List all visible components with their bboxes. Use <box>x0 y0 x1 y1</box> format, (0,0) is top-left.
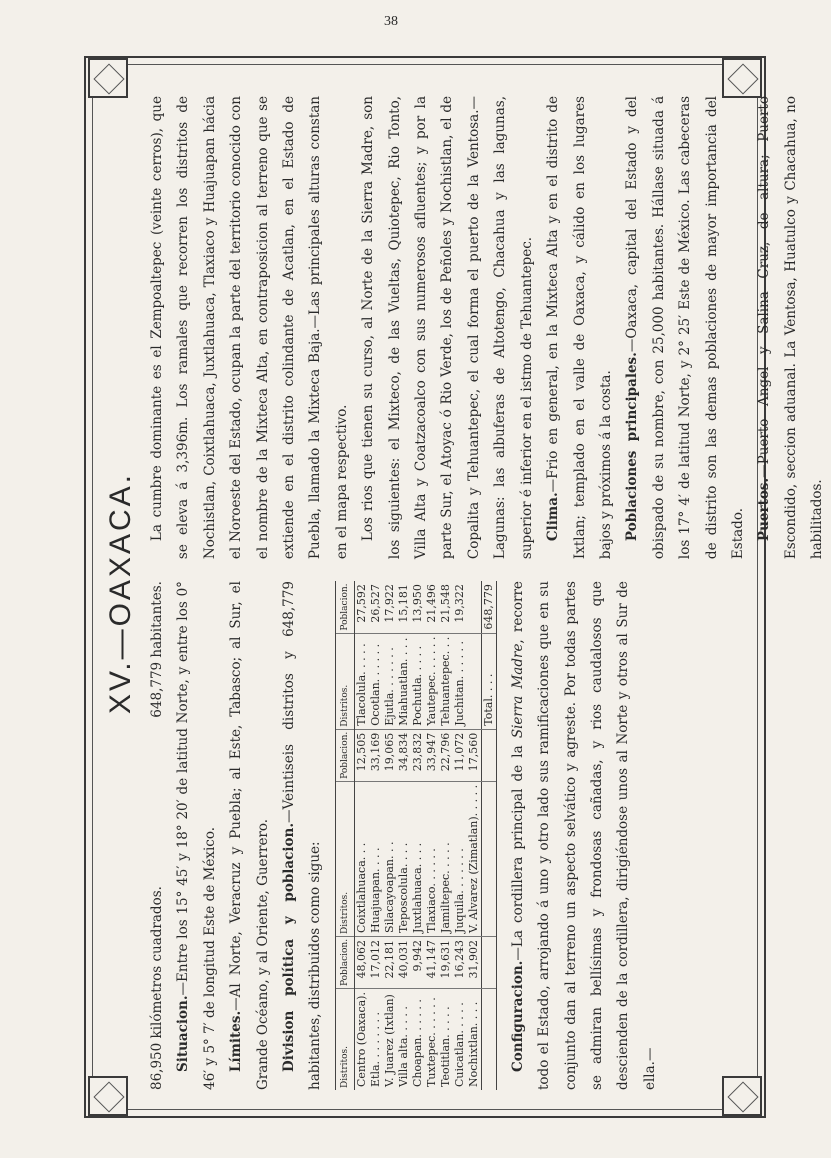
district-cell: Huajuapan. . . . <box>369 781 383 936</box>
district-cell: Juxtlahuaca. . . . <box>411 781 425 936</box>
area-line <box>144 581 170 1090</box>
district-cell: Ejutla. . . . . . . <box>383 633 397 729</box>
population-cell: 23,832 <box>411 729 425 781</box>
population-cell: 17,922 <box>383 581 397 633</box>
population-cell: 17,560 <box>467 729 482 781</box>
table-row <box>397 581 411 1090</box>
page-number: 38 <box>384 14 398 29</box>
situacion-paragraph: Situacion.—Entre los 15° 45′ y 18° 20′ de latitud Norte, y entre los 0° 46′ y 5° 7′ de longitud Este de México. <box>175 581 218 1090</box>
population-cell: 12,505 <box>354 729 369 781</box>
table-row <box>439 581 453 1090</box>
table-row <box>453 581 467 1090</box>
left-column <box>144 581 831 1090</box>
population-cell: 21,548 <box>439 581 453 633</box>
table-header: Poblacion. <box>335 729 354 781</box>
population-cell: 19,322 <box>453 581 467 633</box>
rios-paragraph: Los rios que tienen su curso, al Norte de la Sierra Madre, son los siguientes: el Mixteco, de las Vueltas, Quiotepec, Rio Tonto, Villa Alta y Coatzacoalco con sus numerosos afluentes; y por la parte Sur, el Atoyac ó Rio Verde, los de Peñoles y Nochistlan, el de Copalita y Tehuantepec, el cual forma el puerto de la Ventosa.—Lagunas: las albuferas de Altotengo, Chacahua y las lagunas, superior é inferior en el istmo de Tehuantepec. <box>360 96 535 560</box>
district-cell: Juchitan. . . . . . <box>453 633 467 729</box>
population-cell: 19,065 <box>383 729 397 781</box>
district-cell: Teotitlan. . . . . <box>438 1006 452 1087</box>
districts-table <box>335 581 497 1090</box>
clima-paragraph: Clima.—Frio en general, en la Mixteca Alta y en el distrito de Ixtlan; templado en el valle de Oaxaca, y cálido en los lugares bajos y próximos á la costa. <box>545 96 614 560</box>
poblaciones-paragraph: Poblaciones principales.—Oaxaca, capital del Estado y del obispado de su nombre, con 25,000 habitantes. Hállase situada á los 17° 4′ de latitud Norte, y 2° 25′ Este de México. Las cabeceras de distrito son las demas poblaciones de mayor importancia del Estado. <box>624 96 746 560</box>
district-cell: Centro (Oaxaca). <box>354 992 368 1087</box>
division-paragraph: Division política y poblacion.—Veintiseis distritos y 648,779 habitantes, distribuidos como sigue: <box>281 581 324 1090</box>
table-total-row <box>481 581 496 1090</box>
population-cell: 27,592 <box>354 581 369 633</box>
population-cell: 48,062 <box>354 936 369 988</box>
district-cell: Teposcolula. . . . <box>397 781 411 936</box>
district-cell: V. Juarez (Ixtlan) <box>382 994 396 1087</box>
population-cell: 41,147 <box>425 936 439 988</box>
population-cell: 15,181 <box>397 581 411 633</box>
population-cell <box>467 581 482 633</box>
table-row <box>425 581 439 1090</box>
population-cell: 22,181 <box>383 936 397 988</box>
district-cell: Tuxtepec. . . . . . <box>424 997 438 1087</box>
total-value: 648,779 <box>481 581 496 633</box>
district-cell: Nochixtlan. . . . <box>466 1001 480 1087</box>
population-cell: 16,243 <box>453 936 467 988</box>
right-column <box>144 96 831 559</box>
table-header: Poblacion. <box>335 581 354 633</box>
population-cell: 26,527 <box>369 581 383 633</box>
table-header: Poblacion. <box>335 936 354 988</box>
table-row <box>354 581 369 1090</box>
table-row <box>383 581 397 1090</box>
table-header: Distritos. <box>335 633 354 729</box>
table-body <box>354 581 496 1090</box>
population-cell: 13,950 <box>411 581 425 633</box>
district-cell: Jamiltepec. . . . . <box>439 781 453 936</box>
district-cell: Juquila. . . . . . . <box>453 781 467 936</box>
limites-paragraph: Límites.—Al Norte, Veracruz y Puebla; al Este, Tabasco; al Sur, el Grande Océano, y al Oriente, Guerrero. <box>228 581 271 1090</box>
cumbre-paragraph: La cumbre dominante es el Zempoaltepec (veinte cerros), que se eleva á 3,396m. Los ramales que recorren los distritos de Nochistlan, Coixtlahuaca, Juxtlahuaca, Tlaxiaco y Huajuapan hácia el Noroeste del Estado, ocupan la parte del territorio conocido con el nombre de la Mixteca Alta, en contraposicion al terreno que se extiende en el distrito colindante de Acatlan, en el Estado de Puebla, llamado la Mixteca Baja.—Las principales alturas constan en el mapa respectivo. <box>149 96 350 560</box>
table-row <box>467 581 482 1090</box>
table-row <box>369 581 383 1090</box>
population-cell: 9,942 <box>411 936 425 988</box>
district-cell: Coixtlahuaca. . . <box>354 781 369 936</box>
population-cell: 22,796 <box>439 729 453 781</box>
district-cell: V. Alvarez (Zimatlan). . . . . <box>467 781 482 936</box>
page-title: XV.—OAXACA. <box>104 472 137 714</box>
district-cell: Tlacolula. . . . . <box>354 633 369 729</box>
configuracion-paragraph: Configuracion.—La cordillera principal de la Sierra Madre, recorre todo el Estado, arrojando á uno y otro lado sus ramificaciones que en su conjunto dan al terreno un aspecto selvático y agreste. Por todas partes se admiran bellísimas y frondosas cañadas, y rios caudalosos que descienden de la cordillera, dirigiéndose unos al Norte y otros al Sur de ella.— <box>509 581 658 1090</box>
population-cell: 17,012 <box>369 936 383 988</box>
district-cell: Silacayoapan. . . <box>383 781 397 936</box>
table-header: Distritos. <box>335 989 354 1090</box>
district-cell: Villa alta. . . . . <box>396 1006 410 1087</box>
district-cell: Yautepec. . . . . . <box>425 633 439 729</box>
district-cell: Miahuatlan. . . . <box>397 633 411 729</box>
population-cell: 40,031 <box>397 936 411 988</box>
area-km: 86,950 kilómetros cuadrados. <box>149 886 165 1090</box>
district-cell: Tlaxiaco. . . . . . <box>425 781 439 936</box>
population-cell: 31,902 <box>467 936 482 988</box>
district-cell: Cuicatlan. . . . . <box>452 1002 466 1087</box>
district-cell: Pochutla. . . . . <box>411 633 425 729</box>
district-cell: Ocotlan. . . . . . <box>369 633 383 729</box>
district-cell: Choapan. . . . . . <box>410 999 424 1087</box>
table-header: Distritos. <box>335 781 354 936</box>
population-cell: 21,496 <box>425 581 439 633</box>
district-cell: Etla. . . . . . . . <box>368 1012 382 1087</box>
population-cell: 11,072 <box>453 729 467 781</box>
puertos-paragraph: Puertos.—Puerto Angel y Salina Cruz, de altura; Puerto Escondido, seccion aduanal. La Ventosa, Huatulco y Chacahua, no habilitados. <box>756 96 826 560</box>
population-cell: 34,834 <box>397 729 411 781</box>
population-cell: 33,169 <box>369 729 383 781</box>
total-label: Total. . . . <box>481 633 496 729</box>
population-cell: 19,631 <box>439 936 453 988</box>
population-cell: 33,947 <box>425 729 439 781</box>
rotated-page-content <box>96 78 826 1108</box>
district-cell <box>467 633 482 729</box>
district-cell: Tehuantepec. . . <box>439 633 453 729</box>
table-row <box>411 581 425 1090</box>
area-population: 648,779 habitantes. <box>149 581 165 718</box>
